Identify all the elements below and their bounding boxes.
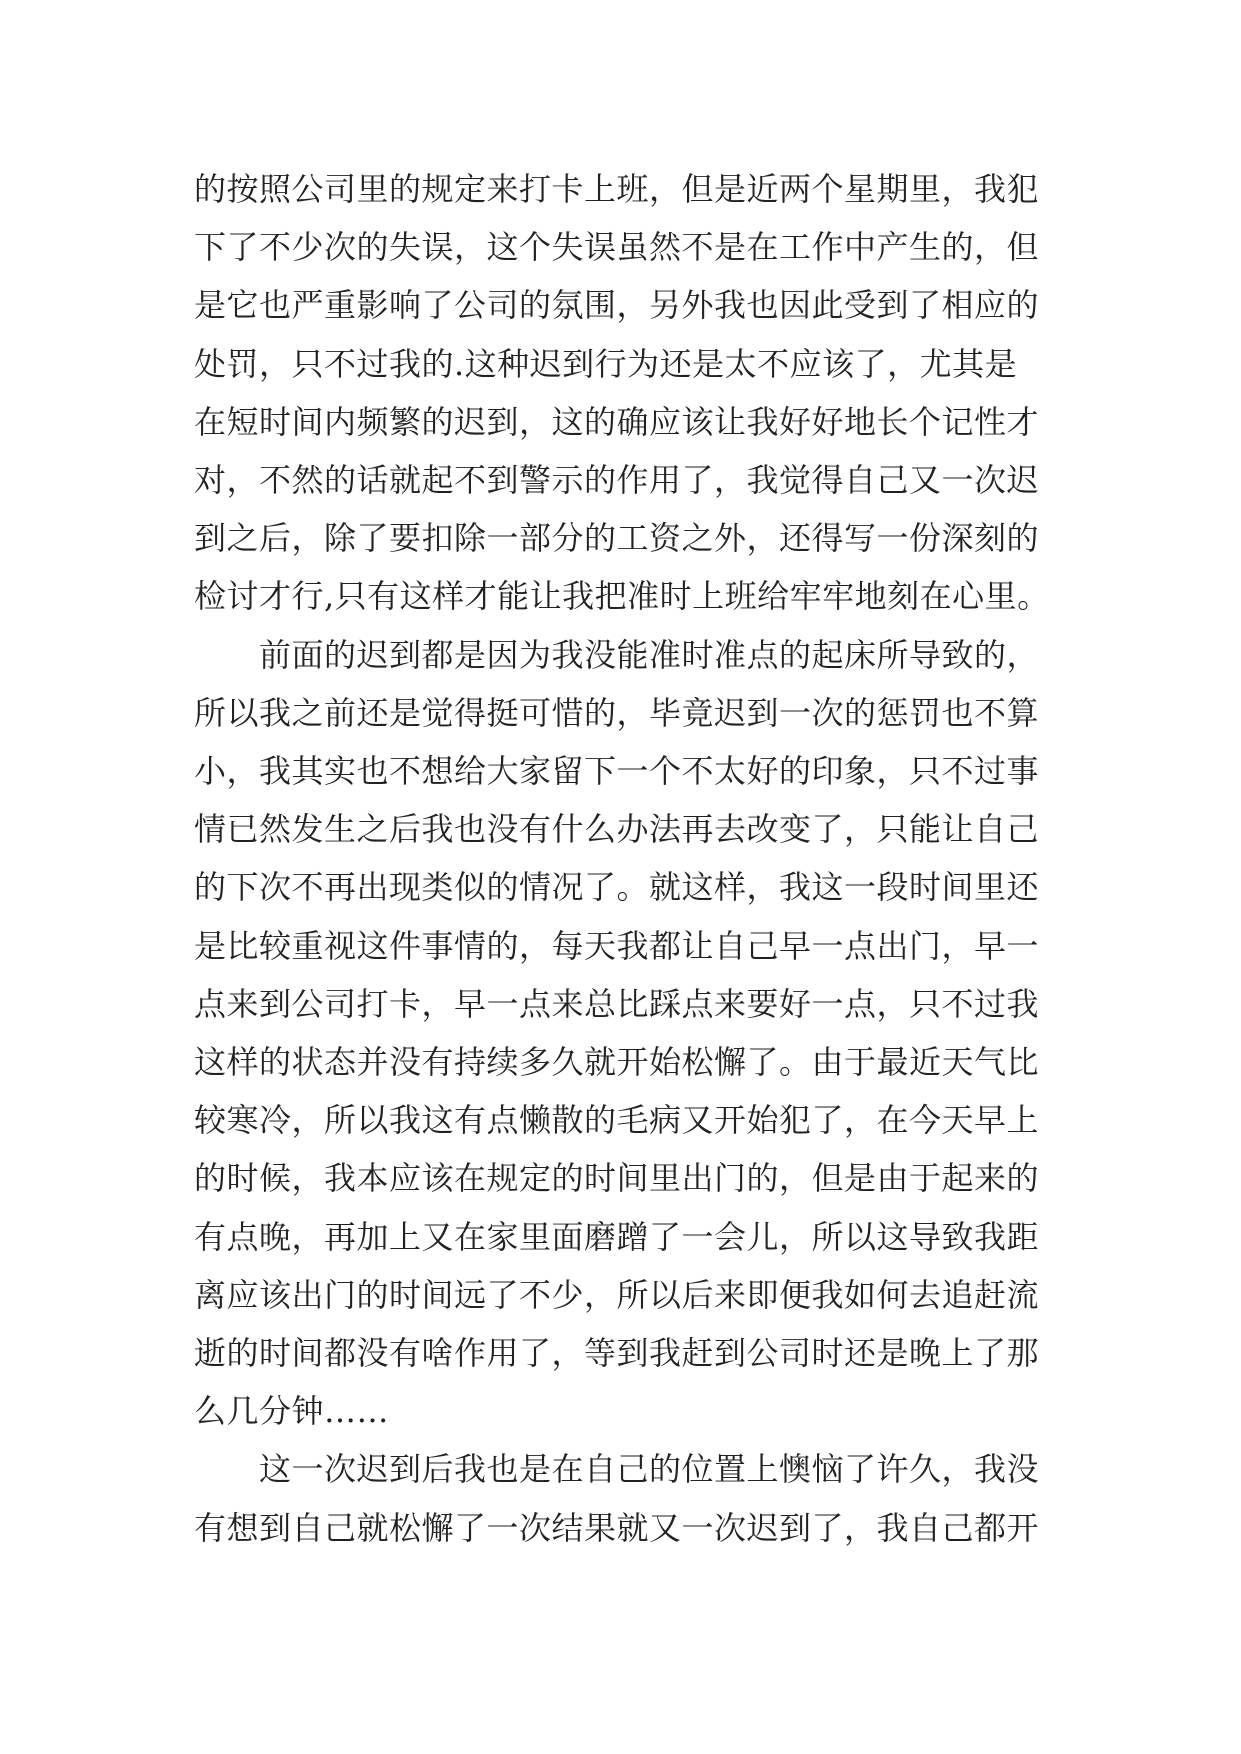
- paragraph-2: [194, 626, 1054, 1441]
- text-line: 的时候，我本应该在规定的时间里出门的，但是由于起来的: [194, 1159, 1040, 1198]
- text-line: 点来到公司打卡，早一点来总比踩点来要好一点，只不过我: [194, 984, 1040, 1023]
- text-line: 这一次迟到后我也是在自己的位置上懊恼了许久，我没: [194, 1450, 1040, 1489]
- text-line: 是它也严重影响了公司的氛围，另外我也因此受到了相应的: [194, 286, 1040, 325]
- text-line: 的下次不再出现类似的情况了。就这样，我这一段时间里还: [194, 868, 1040, 907]
- text-line: 么几分钟……: [194, 1392, 390, 1431]
- text-line: 较寒冷，所以我这有点懒散的毛病又开始犯了，在今天早上: [194, 1101, 1040, 1140]
- text-line: 小，我其实也不想给大家留下一个不太好的印象，只不过事: [194, 752, 1040, 791]
- text-line: 处罚，只不过我的.这种迟到行为还是太不应该了，尤其是: [194, 344, 1018, 383]
- text-line: 下了不少次的失误，这个失误虽然不是在工作中产生的，但: [194, 228, 1040, 267]
- text-line: 在短时间内频繁的迟到，这的确应该让我好好地长个记性才: [194, 402, 1040, 441]
- text-line: 有想到自己就松懈了一次结果就又一次迟到了，我自己都开: [194, 1508, 1040, 1547]
- paragraph-3: [194, 1440, 1054, 1556]
- text-line: 对，不然的话就起不到警示的作用了，我觉得自己又一次迟: [194, 461, 1040, 500]
- text-line: 这样的状态并没有持续多久就开始松懈了。由于最近天气比: [194, 1043, 1040, 1082]
- text-line: 到之后，除了要扣除一部分的工资之外，还得写一份深刻的: [194, 519, 1040, 558]
- text-line: 有点晚，再加上又在家里面磨蹭了一会儿，所以这导致我距: [194, 1217, 1040, 1256]
- text-line: 的按照公司里的规定来打卡上班，但是近两个星期里，我犯: [194, 170, 1040, 208]
- document-body: [194, 160, 1054, 1557]
- text-line: 离应该出门的时间远了不少，所以后来即便我如何去追赶流: [194, 1275, 1040, 1314]
- text-line: 是比较重视这件事情的，每天我都让自己早一点出门，早一: [194, 926, 1040, 965]
- text-line: 情已然发生之后我也没有什么办法再去改变了，只能让自己: [194, 810, 1040, 849]
- text-line: 前面的迟到都是因为我没能准时准点的起床所导致的，: [194, 635, 1040, 674]
- text-line: 逝的时间都没有啥作用了，等到我赶到公司时还是晚上了那: [194, 1334, 1040, 1373]
- paragraph-1: [194, 160, 1054, 626]
- text-line: 所以我之前还是觉得挺可惜的，毕竟迟到一次的惩罚也不算: [194, 693, 1040, 732]
- text-line: 检讨才行,只有这样才能让我把准时上班给牢牢地刻在心里。: [194, 577, 1050, 616]
